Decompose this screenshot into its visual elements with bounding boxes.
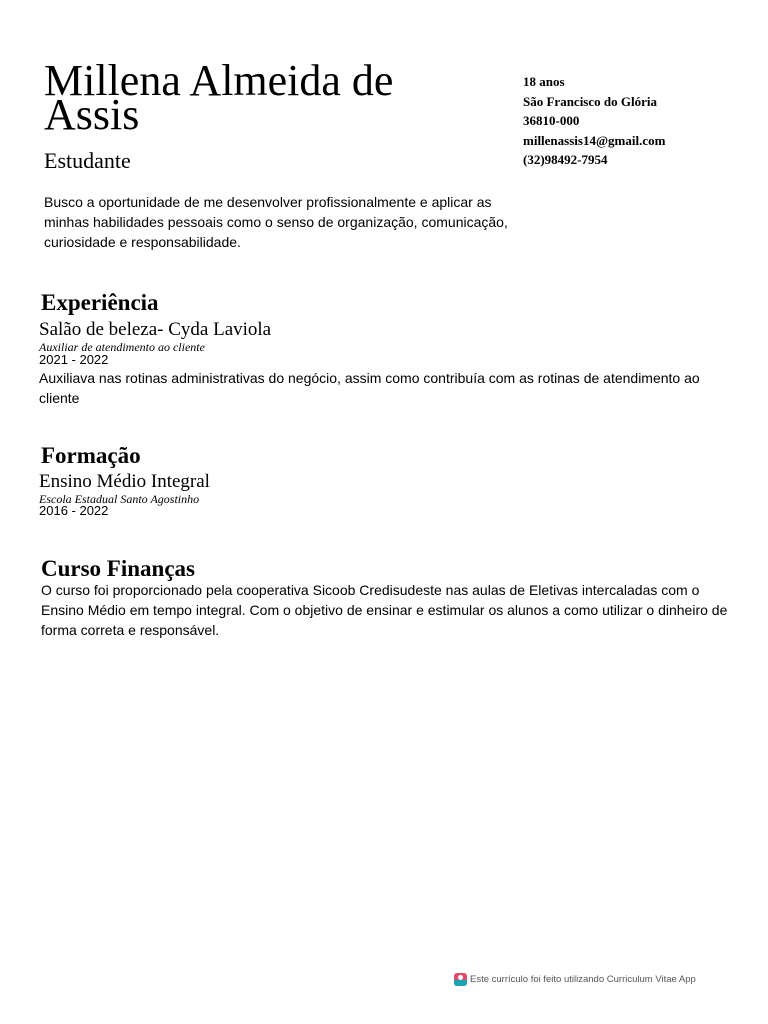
- experience-position: Auxiliar de atendimento ao cliente: [39, 340, 205, 354]
- contact-city: São Francisco do Glória: [523, 93, 657, 109]
- course-description: O curso foi proporcionado pela cooperativa Sicoob Credisudeste nas aulas de Eletivas intercaladas com o Ensino Médio em tempo integral. Com o objetivo de ensinar e estimular os alunos a como utilizar o dinheiro de forma correta e responsável.: [41, 582, 728, 638]
- education-title: Ensino Médio Integral: [39, 471, 210, 492]
- candidate-role: Estudante: [44, 148, 131, 173]
- contact-info: [523, 72, 753, 170]
- education-dates: 2016 - 2022: [39, 503, 109, 518]
- candidate-name: Millena Almeida de Assis: [44, 56, 394, 139]
- contact-zip: 36810-000: [523, 113, 580, 128]
- contact-phone: (32)98492-7954: [523, 152, 608, 167]
- experience-company: Salão de beleza- Cyda Laviola: [39, 319, 272, 340]
- app-logo-icon: [454, 973, 467, 986]
- experience-description: Auxiliava nas rotinas administrativas do negócio, assim como contribuía com as rotinas de atendimento ao cliente: [39, 370, 700, 406]
- contact-email: millenassis14@gmail.com: [523, 132, 666, 148]
- experience-dates: 2021 - 2022: [39, 352, 109, 367]
- footer-credit: [454, 973, 696, 986]
- profile-summary: Busco a oportunidade de me desenvolver profissionalmente e aplicar as minhas habilidades pessoais como o senso de organização, comunicação, curiosidade e responsabilidade.: [44, 194, 508, 250]
- education-heading: Formação: [41, 443, 141, 468]
- contact-age: 18 anos: [523, 74, 565, 89]
- footer-text: Este currículo foi feito utilizando Curriculum Vitae App: [470, 974, 696, 985]
- experience-heading: Experiência: [41, 290, 159, 315]
- course-heading: Curso Finanças: [41, 556, 195, 581]
- education-school: Escola Estadual Santo Agostinho: [39, 492, 200, 506]
